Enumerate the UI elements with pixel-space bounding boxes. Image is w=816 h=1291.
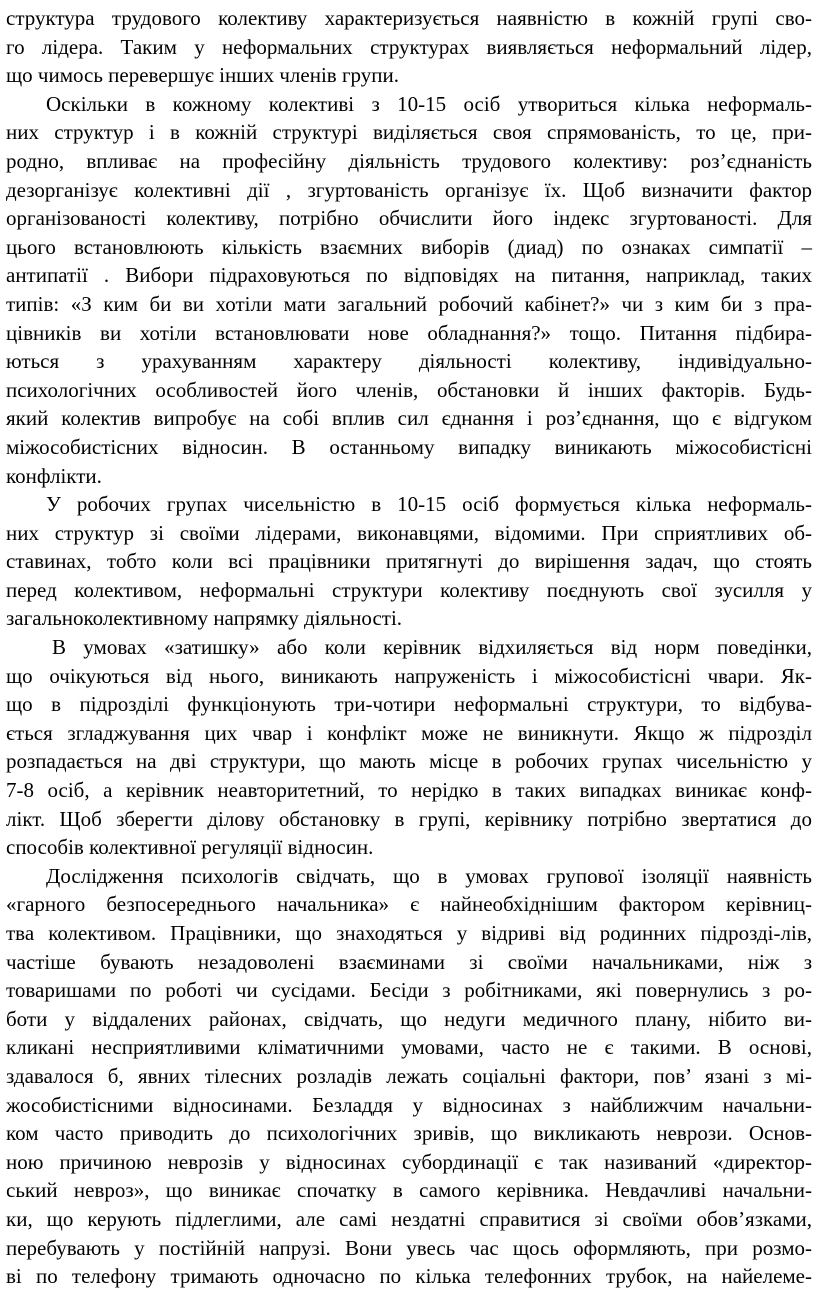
text-line: ються з урахуванням характеру діяльності колективу, індивідуально- [6, 349, 812, 374]
text-line: ки, що керують підлеглими, але самі нездатні справитися зі своїми обов’язками, [6, 1206, 812, 1231]
text-line: конфлікти. [6, 463, 102, 488]
text-line: товаришами по роботі чи сусідами. Бесіди з робітниками, які повернулись з ро- [6, 978, 812, 1003]
text-line: способів колективної регуляції відносин. [6, 835, 374, 860]
text-line: ставинах, тобто коли всі працівники притягнуті до вирішення задач, що стоять [6, 549, 812, 574]
text-line: міжособистісних відносин. В останньому випадку виникають міжособистісні [6, 434, 812, 459]
text-line: тва колективом. Працівники, що знаходяться у відриві від родинних підрозді-лів, [6, 921, 812, 945]
document-page [6, 4, 812, 1291]
text-line: кликані несприятливими кліматичними умовами, часто не є такими. В основі, [6, 1035, 812, 1060]
text-line: боти у віддалених районах, свідчать, що недуги медичного плану, нібито ви- [6, 1006, 812, 1031]
text-line: «гарного безпосереднього начальника» є найнеобхіднішим фактором керівниц- [6, 892, 812, 917]
paragraph-3 [6, 490, 812, 633]
paragraph-2 [6, 90, 812, 490]
text-line: ві по телефону тримають одночасно по кілька телефонних трубок, на найелеме- [6, 1264, 812, 1289]
text-line: ється згладжування цих чвар і конфлікт може не виникнути. Якщо ж підрозділ [6, 720, 812, 745]
text-line: загальноколективному напрямку діяльності. [6, 606, 403, 631]
text-line: здавалося б, явних тілесних розладів лежать соціальні фактори, пов’ язані з мі- [6, 1063, 812, 1088]
text-line: розпадається на дві структури, що мають місце в робочих групах чисельністю у [6, 749, 812, 774]
text-line: них структур зі своїми лідерами, виконавцями, відомими. При сприятливих об- [6, 520, 812, 545]
text-line: що в підрозділі функціонують три-чотири неформальні структури, то відбува- [6, 692, 812, 717]
text-line: дезорганізує колективні дії , згуртованість організує їх. Щоб визначити фактор [6, 177, 812, 202]
text-line: цівників ви хотіли встановлювати нове обладнання?» тощо. Питання підбира- [6, 320, 812, 345]
text-line: 7-8 осіб, а керівник неавторитетний, то нерідко в таких випадках виникає конф- [6, 778, 812, 803]
text-line: типів: «З ким би ви хотіли мати загальний робочий кабінет?» чи з ким би з пра- [6, 291, 812, 316]
text-line: перебувають у постійній напрузі. Вони увесь час щось оформляють, при розмо- [6, 1235, 812, 1260]
text-line: Дослідження психологів свідчать, що в умовах групової ізоляції наявність [46, 863, 812, 888]
text-line: ком часто приводить до психологічних зривів, що викликають неврози. Основ- [6, 1121, 812, 1146]
text-line: жособистісними відносинами. Безладдя у відносинах з найближчим начальни- [6, 1092, 812, 1117]
text-line: психологічних особливостей його членів, обстановки й інших факторів. Будь- [6, 377, 812, 402]
text-line: організованості колективу, потрібно обчислити його індекс згуртованості. Для [6, 206, 812, 231]
text-line: що чимось перевершує інших членів групи. [6, 63, 400, 88]
text-line: антипатії . Вибори підраховуються по відповідях на питання, наприклад, таких [6, 263, 812, 288]
text-line: ський невроз», що виникає спочатку в самого керівника. Невдачливі начальни- [6, 1178, 812, 1203]
text-line: структура трудового колективу характеризується наявністю в кожній групі сво- [6, 6, 812, 30]
paragraph-5 [6, 862, 812, 1291]
text-line: го лідера. Таким у неформальних структурах виявляється неформальний лідер, [6, 34, 812, 59]
paragraph-1 [6, 4, 812, 90]
text-line: лікт. Щоб зберегти ділову обстановку в групі, керівнику потрібно звертатися до [6, 806, 812, 831]
text-line: цього встановлюють кількість взаємних виборів (диад) по ознаках симпатії – [6, 234, 812, 259]
text-line: В умовах «затишку» або коли керівник відхиляється від норм поведінки, [52, 635, 812, 660]
text-line: родно, впливає на професійну діяльність трудового колективу: роз’єднаність [6, 148, 812, 173]
paragraph-4 [6, 633, 812, 862]
text-line: них структур і в кожній структурі виділяється своя спрямованість, то це, при- [6, 120, 812, 145]
text-line: Оскільки в кожному колективі з 10-15 осіб утвориться кілька неформаль- [46, 91, 812, 116]
text-line: У робочих групах чисельністю в 10-15 осіб формується кілька неформаль- [46, 492, 812, 517]
text-line: частіше бувають незадоволені взаєминами зі своїми начальниками, ніж з [6, 949, 812, 974]
text-line: ною причиною неврозів у відносинах субординації є так називаний «директор- [6, 1149, 812, 1174]
text-line: що очікуються від нього, виникають напруженість і міжособистісні чвари. Як- [6, 663, 812, 688]
text-line: який колектив випробує на собі вплив сил єднання і роз’єднання, що є відгуком [6, 406, 812, 431]
text-line: перед колективом, неформальні структури колективу поєднують свої зусилля у [6, 577, 812, 602]
